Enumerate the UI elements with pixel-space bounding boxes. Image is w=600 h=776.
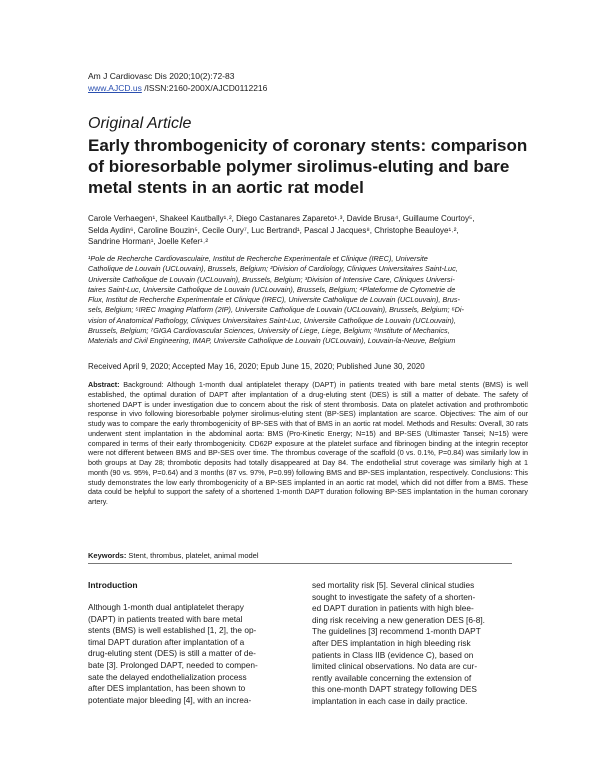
publication-dates: Received April 9, 2020; Accepted May 16, 2020; Epub June 15, 2020; Published June 30, 2020 [88, 362, 425, 371]
body-line: The guidelines [3] recommend 1-month DAPT [312, 626, 481, 637]
author-list [88, 213, 528, 248]
body-line: potentiate major bleeding [4], with an increa- [88, 694, 252, 705]
author-line: Selda Aydin⁶, Caroline Bouzin⁵, Cecile Oury⁷, Luc Bertrand¹, Pascal J Jacques⁸, Christophe Beauloye¹˒², [88, 225, 459, 235]
body-line: stents (BMS) is well established [1, 2], the op- [88, 625, 257, 636]
intro-column-left [88, 602, 288, 706]
keywords [88, 551, 528, 560]
affiliation-line: Universite Catholique de Louvain (UCLouvain), Brussels, Belgium; ³Division of Intensive Care, Cliniques Universi- [88, 274, 455, 284]
body-line: drug-eluting stent (DES) is still a matter of de- [88, 648, 256, 659]
body-line: Although 1-month dual antiplatelet therapy [88, 602, 244, 612]
body-line: bate [3]. Prolonged DAPT, needed to compen- [88, 659, 258, 670]
keywords-text: Stent, thrombus, platelet, animal model [126, 551, 259, 560]
affiliation-line: vision of Anatomical Pathology, Cliniques Universitaires Saint-Luc, Universite Catholique de Louvain (UCLouvain), [88, 315, 456, 325]
body-line: sate the delayed endothelialization process [88, 671, 247, 682]
author-line: Sandrine Horman¹, Joelle Kefer¹˒² [88, 237, 209, 247]
affiliation-line: Brussels, Belgium; ⁷GIGA Cardiovascular Sciences, University of Liege, Liege, Belgium; ⁸Institute of Mechanics, [88, 326, 450, 336]
body-line: patients in Class IIB (evidence C), based on [312, 649, 474, 660]
body-line: after DES implantation, has been shown to [88, 683, 246, 694]
body-line: ed DAPT duration in patients with high blee- [312, 603, 474, 614]
body-line: limited clinical observations. No data are cur- [312, 661, 478, 672]
abstract [88, 380, 528, 507]
article-type: Original Article [88, 115, 192, 132]
body-line: timal DAPT duration after implantation of a [88, 636, 245, 647]
section-divider [88, 563, 512, 564]
author-line: Carole Verhaegen¹, Shakeel Kautbally¹˒², Diego Castanares Zapareto¹˒³, Davide Brusa⁴, Guillaume Courtoy⁵, [88, 214, 475, 223]
keywords-label: Keywords: [88, 551, 127, 560]
journal-header [88, 70, 267, 94]
body-line: this one-month DAPT strategy following DES [312, 684, 477, 695]
journal-url-issn [88, 82, 267, 94]
body-line: ding risk receiving a new generation DES [6-8]. [312, 614, 485, 625]
affiliation-line: taires Saint-Luc, Universite Catholique de Louvain (UCLouvain), Brussels, Belgium; ⁴Plateforme de Cytometrie de [88, 284, 456, 294]
affiliation-line: Materials and Civil Engineering, IMAP, Universite Catholique de Louvain (UCLouvain), Louvain-la-Neuve, Belgium [88, 336, 456, 346]
issn-text: /ISSN:2160-200X/AJCD0112216 [141, 83, 268, 93]
body-line: sed mortality risk [5]. Several clinical studies [312, 580, 475, 590]
journal-url-link[interactable]: www.AJCD.us [88, 83, 142, 93]
body-line: after DES implantation in high bleeding risk [312, 637, 471, 648]
intro-column-right [312, 580, 512, 708]
body-line: sought to investigate the safety of a shorten- [312, 591, 476, 602]
affiliation-line: Catholique de Louvain (UCLouvain), Brussels, Belgium; ²Division of Cardiology, Cliniques Universitaires Saint-Luc, [88, 264, 458, 274]
body-line: implantation in each case in daily practice. [312, 695, 468, 706]
affiliation-line: Flux, Institut de Recherche Experimentale et Clinique (IREC), Universite Catholique de Louvain (UCLouvain), Brus- [88, 295, 460, 305]
abstract-label: Abstract: [88, 380, 120, 389]
affiliation-line: ¹Pole de Recherche Cardiovasculaire, Institut de Recherche Experimentale et Clinique (IREC), Universite [88, 254, 428, 263]
journal-citation: Am J Cardiovasc Dis 2020;10(2):72-83 [88, 71, 235, 81]
affiliations [88, 254, 528, 347]
body-line: rently available concerning the extension of [312, 672, 472, 683]
body-line: (DAPT) in patients treated with bare metal [88, 613, 243, 624]
article-title: Early thrombogenicity of coronary stents: comparison of bioresorbable polymer sirolimus-eluting and bare metal stents in an aortic rat model [88, 136, 528, 197]
abstract-text: Background: Although 1-month dual antiplatelet therapy (DAPT) in patients treated with bare metal stents (BMS) is well established, the optimal duration of DAPT after implantation of a drug-eluting stent (DES) is still a matter of debate. The safety of shortened DAPT is under investigation due to concern about the risk of stent thrombosis. Data on platelet activation and prothrombotic response in vivo following bioresorbable polymer sirolimus-eluting stent (BP-SES) implantation are scarce. Objectives: The aim of our study was to compare the early thrombogenicity of BP-SES with that of BMS in an aortic rat model. Methods and Results: Overall, 30 rats underwent stent implantation in the abdominal aorta: BMS (Pro-Kinetic Energy; N=15) and BP-SES (Ultimaster Tansei; N=15) were compared in terms of their early thrombogenicity. CD62P exposure at the platelet surface and fibrinogen binding at the integrin receptor were not different between BMS and BP-SES over time. The thrombus coverage of the scaffold (0 vs. 0.1%, P=0.84) was similarly low in both groups at Day 28; thrombotic deposits had totally disappeared at Day 84. The endothelial strut coverage was similarly high at 1 month (90 vs. 95%, P=0.64) and 3 months (87 vs. 97%, P=0.99) following BMS and BP-SES implantation, respectively. Conclusions: This study demonstrates the low early thrombogenicity of a BP-SES implanted in an aortic rat model, which did not differ from a BMS. These data could be helpful to support the safety of a shortened 1-month DAPT duration following BP-SES implantation in the human coronary artery. [88, 380, 528, 506]
affiliation-line: sels, Belgium; ⁵IREC Imaging Platform (2IP), Universite Catholique de Louvain (UCLouvain), Brussels, Belgium; ⁶Di- [88, 305, 464, 315]
introduction-heading: Introduction [88, 580, 138, 590]
